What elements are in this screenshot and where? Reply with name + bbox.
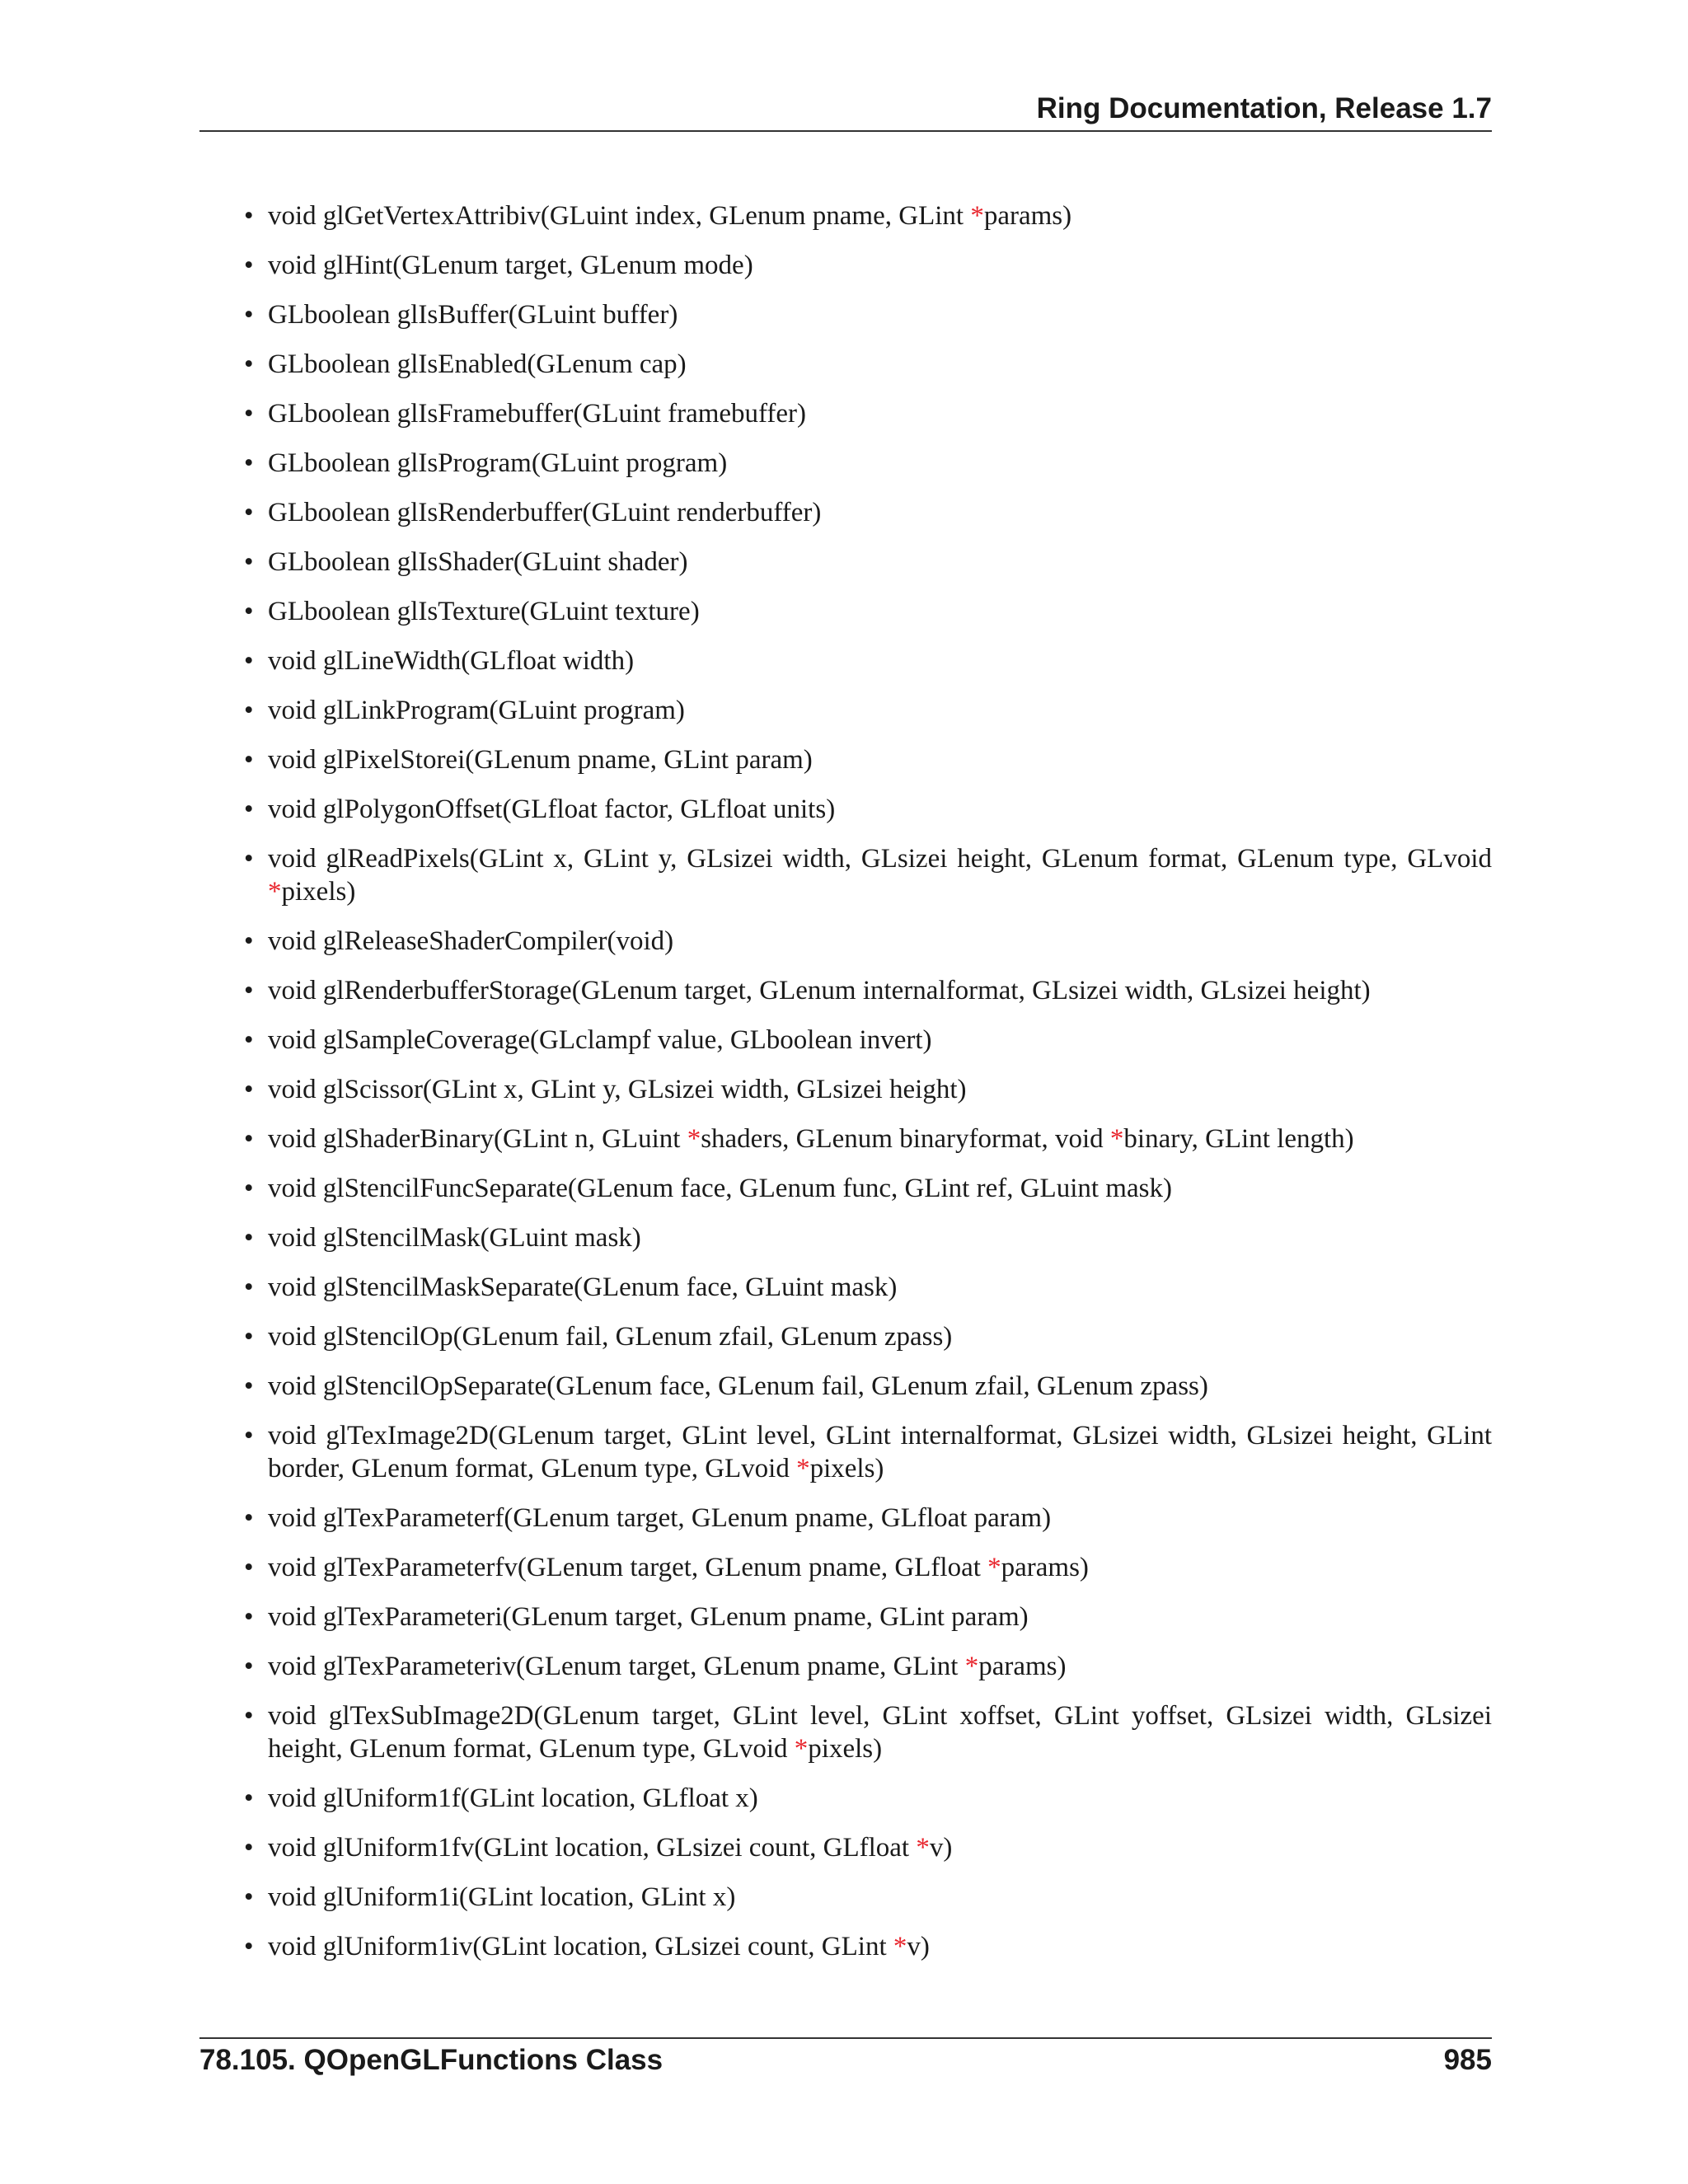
function-signature-item	[244, 1782, 1492, 1815]
bullet-marker: •	[244, 448, 254, 478]
bullet-marker: •	[244, 926, 254, 956]
function-signature-item	[244, 199, 1492, 232]
signature-text: void glUniform1f(GLint location, GLfloat x)	[268, 1783, 758, 1813]
function-signature-item	[244, 447, 1492, 480]
bullet-marker: •	[244, 1322, 254, 1352]
pointer-asterisk: *	[687, 1124, 701, 1154]
bullet-marker: •	[244, 1174, 254, 1203]
function-signature-item	[244, 397, 1492, 430]
function-signature-item	[244, 348, 1492, 381]
signature-text: void glStencilFuncSeparate(GLenum face, GLenum func, GLint ref, GLuint mask)	[268, 1174, 1172, 1203]
bullet-marker: •	[244, 1882, 254, 1912]
signature-text: params)	[983, 201, 1072, 231]
bullet-marker: •	[244, 1025, 254, 1055]
signature-text: void glLineWidth(GLfloat width)	[268, 646, 635, 676]
signature-text: void glTexImage2D(GLenum target, GLint level, GLint internalformat, GLsizei width, GLsizei height, GLint border, GLenum format, GLenum type, GLvoid	[268, 1421, 1492, 1483]
signature-text: void glRenderbufferStorage(GLenum target, GLenum internalformat, GLsizei width, GLsizei height)	[268, 976, 1371, 1005]
signature-text: void glPolygonOffset(GLfloat factor, GLfloat units)	[268, 794, 836, 824]
header-divider	[199, 130, 1492, 132]
function-signature-item	[244, 793, 1492, 826]
footer-divider	[199, 2037, 1492, 2039]
function-signature-item	[244, 1221, 1492, 1254]
signature-text: void glStencilMask(GLuint mask)	[268, 1223, 641, 1253]
pointer-asterisk: *	[916, 1833, 930, 1863]
signature-text: void glTexParameterf(GLenum target, GLenum pname, GLfloat param)	[268, 1503, 1052, 1533]
bullet-marker: •	[244, 300, 254, 330]
function-signature-item	[244, 1370, 1492, 1403]
function-signature-item	[244, 1601, 1492, 1633]
signature-text: pixels)	[281, 877, 356, 907]
function-signature-item	[244, 546, 1492, 579]
bullet-marker: •	[244, 1602, 254, 1632]
signature-text: void glLinkProgram(GLuint program)	[268, 696, 685, 725]
pointer-asterisk: *	[964, 1652, 979, 1681]
signature-text: void glUniform1fv(GLint location, GLsizei count, GLfloat	[268, 1833, 917, 1863]
function-signature-item	[244, 1271, 1492, 1304]
signature-text: void glGetVertexAttribiv(GLuint index, GLenum pname, GLint	[268, 201, 971, 231]
signature-text: void glTexParameterfv(GLenum target, GLenum pname, GLfloat	[268, 1553, 988, 1582]
function-signature-item	[244, 298, 1492, 331]
signature-text: GLboolean glIsBuffer(GLuint buffer)	[268, 300, 678, 330]
function-signature-item	[244, 1073, 1492, 1106]
signature-text: void glSampleCoverage(GLclampf value, GLboolean invert)	[268, 1025, 932, 1055]
pointer-asterisk: *	[1109, 1124, 1124, 1154]
signature-text: void glShaderBinary(GLint n, GLuint	[268, 1124, 687, 1154]
function-signature-item	[244, 1320, 1492, 1353]
bullet-marker: •	[244, 1272, 254, 1302]
function-signature-item	[244, 1419, 1492, 1485]
signature-text: void glTexParameteri(GLenum target, GLenum pname, GLint param)	[268, 1602, 1029, 1632]
function-signature-item	[244, 1024, 1492, 1057]
signature-text: pixels)	[809, 1454, 884, 1483]
signature-text: v)	[929, 1833, 953, 1863]
footer-page-number: 985	[1443, 2044, 1492, 2076]
bullet-marker: •	[244, 597, 254, 626]
bullet-marker: •	[244, 1075, 254, 1104]
signature-text: GLboolean glIsRenderbuffer(GLuint renderbuffer)	[268, 498, 822, 527]
bullet-marker: •	[244, 976, 254, 1005]
signature-text: void glUniform1i(GLint location, GLint x)	[268, 1882, 736, 1912]
bullet-marker: •	[244, 399, 254, 429]
signature-text: GLboolean glIsShader(GLuint shader)	[268, 547, 688, 577]
signature-text: void glStencilOp(GLenum fail, GLenum zfail, GLenum zpass)	[268, 1322, 953, 1352]
signature-text: void glPixelStorei(GLenum pname, GLint param)	[268, 745, 813, 775]
signature-text: GLboolean glIsTexture(GLuint texture)	[268, 597, 700, 626]
function-signature-item	[244, 595, 1492, 628]
bullet-marker: •	[244, 844, 254, 874]
signature-text: void glUniform1iv(GLint location, GLsizei count, GLint	[268, 1932, 893, 1961]
function-signature-item	[244, 1502, 1492, 1535]
signature-text: void glReadPixels(GLint x, GLint y, GLsizei width, GLsizei height, GLenum format, GLenum type, GLvoid	[268, 844, 1492, 874]
function-signature-item	[244, 1122, 1492, 1155]
function-signature-item	[244, 1699, 1492, 1765]
signature-text: void glScissor(GLint x, GLint y, GLsizei width, GLsizei height)	[268, 1075, 967, 1104]
function-signature-item	[244, 1172, 1492, 1205]
bullet-marker: •	[244, 1783, 254, 1813]
function-signature-item	[244, 1831, 1492, 1864]
signature-text: GLboolean glIsFramebuffer(GLuint framebuffer)	[268, 399, 807, 429]
function-signature-item	[244, 1881, 1492, 1914]
bullet-marker: •	[244, 547, 254, 577]
signature-text: void glHint(GLenum target, GLenum mode)	[268, 251, 753, 280]
signature-text: void glTexParameteriv(GLenum target, GLenum pname, GLint	[268, 1652, 965, 1681]
function-signature-item	[244, 249, 1492, 282]
signature-text: void glStencilMaskSeparate(GLenum face, GLuint mask)	[268, 1272, 898, 1302]
page-header: Ring Documentation, Release 1.7	[1036, 92, 1492, 124]
function-signature-item	[244, 1551, 1492, 1584]
pointer-asterisk: *	[970, 201, 984, 231]
bullet-marker: •	[244, 1124, 254, 1154]
bullet-marker: •	[244, 794, 254, 824]
function-signature-item	[244, 1930, 1492, 1963]
function-signature-item	[244, 974, 1492, 1007]
footer-section-title: 78.105. QOpenGLFunctions Class	[199, 2044, 663, 2076]
bullet-marker: •	[244, 349, 254, 379]
function-signature-item	[244, 1650, 1492, 1683]
pointer-asterisk: *	[794, 1734, 809, 1764]
signature-text: pixels)	[808, 1734, 883, 1764]
bullet-marker: •	[244, 251, 254, 280]
function-signature-item	[244, 743, 1492, 776]
bullet-marker: •	[244, 1503, 254, 1533]
bullet-marker: •	[244, 696, 254, 725]
bullet-marker: •	[244, 1553, 254, 1582]
bullet-marker: •	[244, 1932, 254, 1961]
signature-text: v)	[907, 1932, 930, 1961]
pointer-asterisk: *	[268, 877, 282, 907]
signature-text: void glReleaseShaderCompiler(void)	[268, 926, 674, 956]
bullet-marker: •	[244, 498, 254, 527]
signature-text: binary, GLint length)	[1123, 1124, 1354, 1154]
signature-text: params)	[1001, 1553, 1089, 1582]
bullet-marker: •	[244, 1701, 254, 1731]
bullet-marker: •	[244, 1223, 254, 1253]
function-signature-item	[244, 644, 1492, 677]
bullet-marker: •	[244, 646, 254, 676]
signature-text: shaders, GLenum binaryformat, void	[701, 1124, 1110, 1154]
pointer-asterisk: *	[893, 1932, 907, 1961]
function-signature-item	[244, 694, 1492, 727]
bullet-marker: •	[244, 201, 254, 231]
bullet-marker: •	[244, 1371, 254, 1401]
signature-text: params)	[978, 1652, 1067, 1681]
signature-text: GLboolean glIsEnabled(GLenum cap)	[268, 349, 687, 379]
pointer-asterisk: *	[796, 1454, 810, 1483]
pointer-asterisk: *	[987, 1553, 1001, 1582]
bullet-marker: •	[244, 745, 254, 775]
bullet-marker: •	[244, 1421, 254, 1451]
function-signature-item	[244, 925, 1492, 958]
bullet-marker: •	[244, 1652, 254, 1681]
signature-text: GLboolean glIsProgram(GLuint program)	[268, 448, 728, 478]
function-signature-item	[244, 842, 1492, 908]
signature-text: void glTexSubImage2D(GLenum target, GLint level, GLint xoffset, GLint yoffset, GLsizei width, GLsizei height, GLenum format, GLenum type, GLvoid	[268, 1701, 1492, 1764]
bullet-marker: •	[244, 1833, 254, 1863]
function-signature-item	[244, 496, 1492, 529]
signature-text: void glStencilOpSeparate(GLenum face, GLenum fail, GLenum zfail, GLenum zpass)	[268, 1371, 1208, 1401]
